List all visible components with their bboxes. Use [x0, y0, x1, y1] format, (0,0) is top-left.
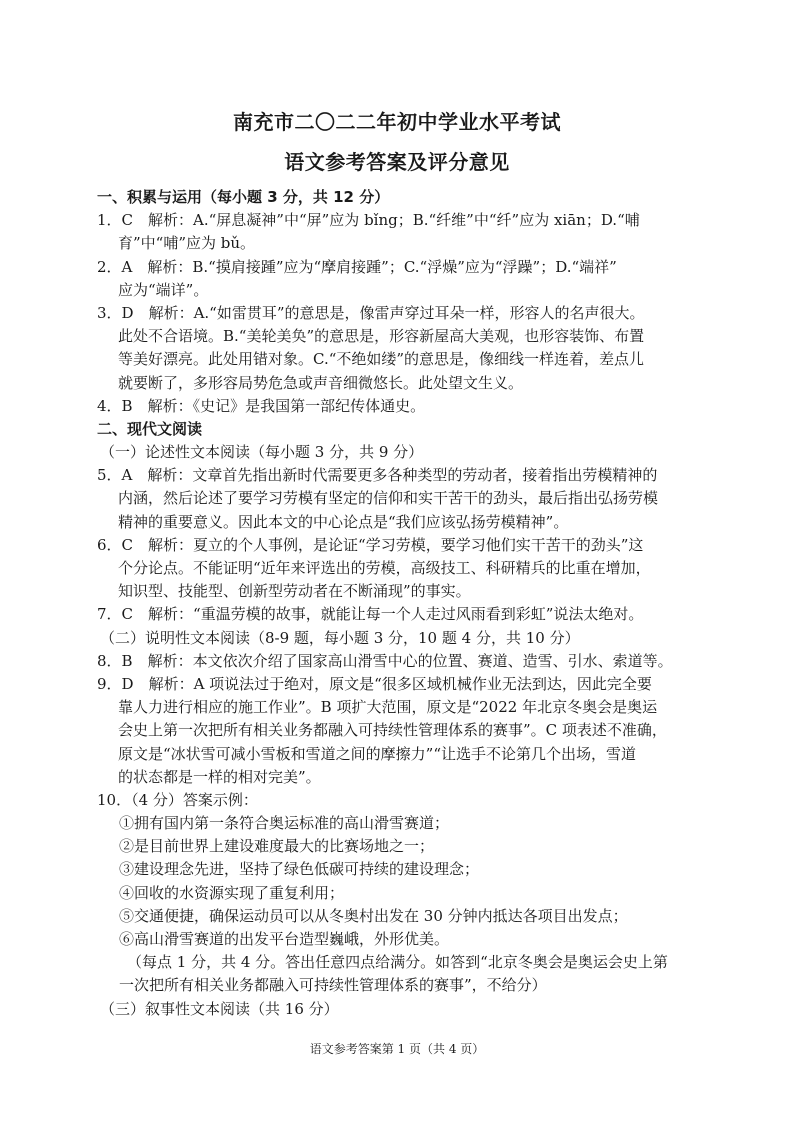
answer-line: 育”中“哺”应为 bǔ。 — [118, 234, 256, 253]
section-heading: 一、积累与运用（每小题 3 分，共 12 分） — [97, 188, 390, 206]
answer-line: 靠人力进行相应的施工作业”。B 项扩大范围，原文是“2022 年北京冬奥会是奥运 — [118, 698, 658, 717]
scoring-note: 一次把所有相关业务都融入可持续性管理体系的赛事”，不给分） — [119, 976, 547, 995]
answer-line: 1．C 解析：A.“屏息凝神”中“屏”应为 bǐng；B.“纤维”中“纤”应为 xiān；D.“哺 — [97, 211, 640, 230]
subsection-heading: （一）论述性文本阅读（每小题 3 分，共 9 分） — [100, 443, 424, 462]
page-footer: 语文参考答案第 1 页（共 4 页） — [309, 1042, 485, 1056]
answer-line: 此处不合语境。B.“美轮美奂”的意思是，形容新屋高大美观，也形容装饰、布置 — [118, 327, 645, 346]
subsection-heading: （三）叙事性文本阅读（共 16 分） — [100, 999, 339, 1018]
document-subtitle: 语文参考答案及评分意见 — [284, 150, 510, 174]
answer-point: ⑤交通便捷，确保运动员可以从冬奥村出发在 30 分钟内抵达各项目出发点； — [119, 906, 628, 925]
subsection-heading: （二）说明性文本阅读（8-9 题，每小题 3 分，10 题 4 分，共 10 分） — [100, 628, 580, 647]
answer-line: 6．C 解析：夏立的个人事例，是论证“学习劳模，要学习他们实干苦干的劲头”这 — [97, 535, 644, 554]
answer-line: 内涵，然后论述了要学习劳模有坚定的信仰和实干苦干的劲头，最后指出弘扬劳模 — [118, 489, 659, 508]
answer-line: 9．D 解析：A 项说法过于绝对，原文是“很多区域机械作业无法到达，因此完全要 — [97, 674, 652, 693]
answer-point: ①拥有国内第一条符合奥运标准的高山滑雪赛道； — [119, 814, 450, 833]
answer-line: 应为“端详”。 — [118, 280, 209, 299]
answer-point: ⑥高山滑雪赛道的出发平台造型巍峨，外形优美。 — [119, 930, 450, 948]
answer-line: 10．（4 分）答案示例： — [97, 790, 258, 809]
section-heading: 二、现代文阅读 — [97, 419, 203, 438]
answer-line: 7．C 解析：“重温劳模的故事，就能让每一个人走过风雨看到彩虹”说法太绝对。 — [97, 605, 644, 624]
answer-line: 8．B 解析：本文依次介绍了国家高山滑雪中心的位置、赛道、造雪、引水、索道等。 — [97, 651, 673, 670]
answer-line: 精神的重要意义。因此本文的中心论点是“我们应该弘扬劳模精神”。 — [118, 512, 569, 531]
document-title: 南充市二〇二二年初中学业水平考试 — [233, 110, 561, 134]
answer-point: ②是目前世界上建设难度最大的比赛场地之一； — [119, 837, 435, 856]
answer-point: ④回收的水资源实现了重复利用； — [119, 883, 345, 902]
answer-line: 3．D 解析：A.“如雷贯耳”的意思是，像雷声穿过耳朵一样，形容人的名声很大。 — [97, 303, 645, 322]
answer-line: 2．A 解析：B.“摸肩接踵”应为“摩肩接踵”；C.“浮燥”应为“浮躁”；D.“端祥” — [97, 257, 617, 276]
answer-point: ③建设理念先进，坚持了绿色低碳可持续的建设理念； — [119, 860, 480, 879]
answer-line: 会史上第一次把所有相关业务都融入可持续性管理体系的赛事”。C 项表述不准确， — [118, 721, 667, 740]
answer-line: 等美好漂亮。此处用错对象。C.“不绝如缕”的意思是，像细线一样连着，差点儿 — [118, 350, 645, 369]
scoring-note: （每点 1 分，共 4 分。答出任意四点给满分。如答到“北京冬奥会是奥运会史上第 — [127, 953, 668, 972]
answer-line: 知识型、技能型、创新型劳动者在不断涌现”的事实。 — [118, 582, 471, 601]
answer-line: 4．B 解析：《史记》是我国第一部纪传体通史。 — [97, 396, 426, 415]
answer-line: 5．A 解析：文章首先指出新时代需要更多各种类型的劳动者，接着指出劳模精神的 — [97, 466, 658, 485]
answer-line: 的状态都是一样的相对完美”。 — [118, 767, 321, 786]
answer-line: 原文是“冰状雪可减小雪板和雪道之间的摩擦力”“让选手不论第几个出场，雪道 — [118, 744, 637, 763]
answer-line: 就要断了，多形容局势危急或声音细微悠长。此处望文生义。 — [118, 373, 524, 392]
answer-body — [97, 186, 699, 1021]
answer-line: 个分论点。不能证明“近年来评选出的劳模，高级技工、科研精兵的比重在增加， — [118, 559, 651, 577]
